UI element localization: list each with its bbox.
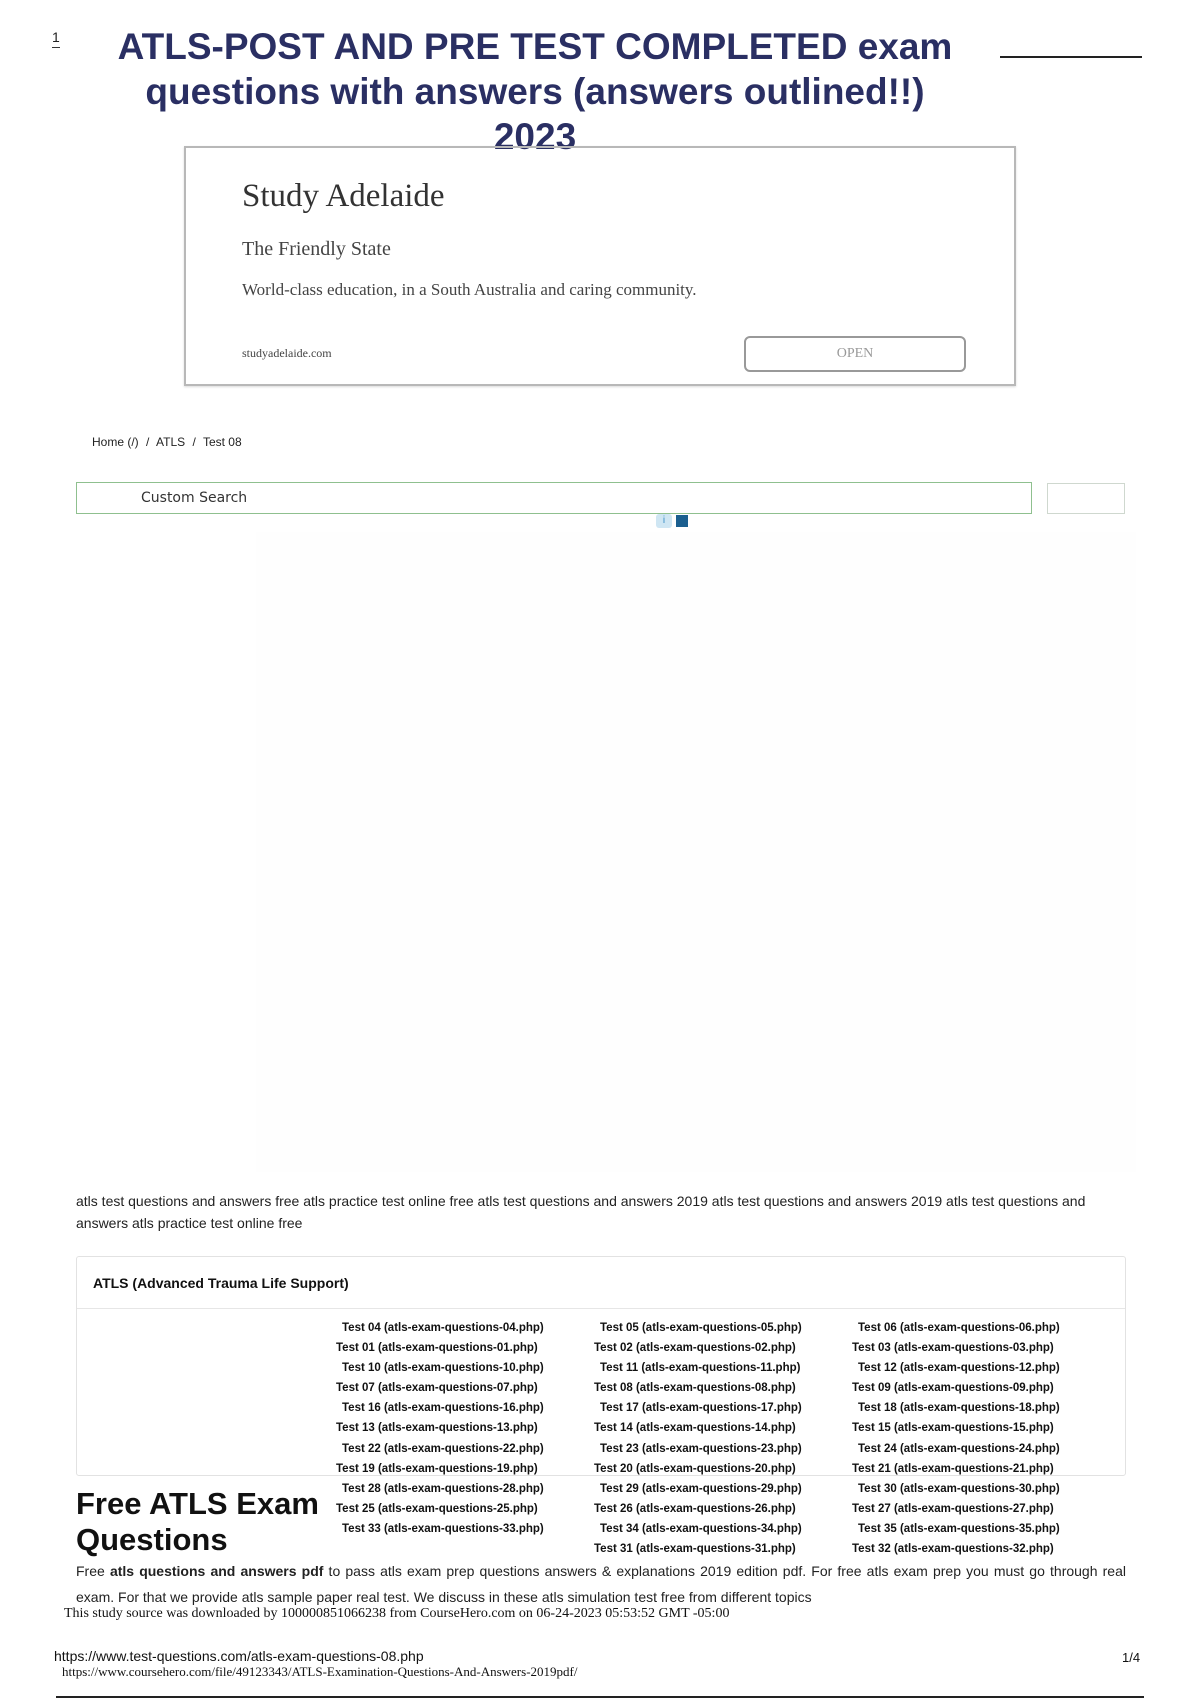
test-link[interactable]: Test 21 (atls-exam-questions-21.php) [852,1462,1054,1475]
page-marker: 1 [52,30,60,48]
test-link-empty [336,1539,594,1559]
test-link[interactable]: Test 29 (atls-exam-questions-29.php) [600,1482,802,1495]
test-link[interactable]: Test 20 (atls-exam-questions-20.php) [594,1462,796,1475]
ad-card[interactable] [184,146,1016,386]
test-link[interactable]: Test 25 (atls-exam-questions-25.php) [336,1502,538,1515]
test-link[interactable]: Test 05 (atls-exam-questions-05.php) [600,1322,802,1334]
test-link[interactable]: Test 01 (atls-exam-questions-01.php) [336,1342,538,1355]
test-link[interactable]: Test 06 (atls-exam-questions-06.php) [858,1322,1060,1334]
ad-domain[interactable]: studyadelaide.com [242,346,332,360]
test-link[interactable]: Test 07 (atls-exam-questions-07.php) [336,1382,538,1395]
bottom-rule [56,1696,1144,1698]
test-link[interactable]: Test 18 (atls-exam-questions-18.php) [858,1402,1060,1415]
test-link[interactable]: Test 10 (atls-exam-questions-10.php) [342,1362,544,1375]
intro-bold-keyword: atls questions and answers pdf [109,1563,324,1579]
ad-title: Study Adelaide [242,178,445,214]
page-url: https://www.test-questions.com/atls-exam-questions-08.php [54,1648,424,1664]
test-link[interactable]: Test 13 (atls-exam-questions-13.php) [336,1422,538,1435]
atls-panel-heading: ATLS (Advanced Trauma Life Support) [77,1257,1125,1309]
test-link[interactable]: Test 17 (atls-exam-questions-17.php) [600,1402,802,1415]
free-atls-heading: Free ATLS Exam Questions [76,1486,319,1557]
close-ad-icon[interactable] [676,515,688,527]
search-button[interactable] [1047,483,1125,514]
keywords-text: atls test questions and answers free atls practice test online free atls test questions and answers 2019 atls test questions and answers 2019 atls test questions and answers atls practice test online free [76,1193,1086,1231]
test-link[interactable]: Test 35 (atls-exam-questions-35.php) [858,1522,1060,1535]
test-link[interactable]: Test 11 (atls-exam-questions-11.php) [600,1362,801,1375]
custom-search-input[interactable] [76,482,1032,514]
ad-choices-icon[interactable] [656,514,692,528]
test-link[interactable]: Test 23 (atls-exam-questions-23.php) [600,1442,802,1455]
ad-subtitle: The Friendly State [242,238,391,260]
breadcrumb-separator: / [146,435,150,449]
test-link[interactable]: Test 12 (atls-exam-questions-12.php) [858,1362,1060,1375]
test-link[interactable]: Test 02 (atls-exam-questions-02.php) [594,1342,796,1355]
info-icon[interactable]: i [656,514,672,528]
test-link[interactable]: Test 22 (atls-exam-questions-22.php) [342,1442,544,1455]
test-link[interactable]: Test 28 (atls-exam-questions-28.php) [342,1482,544,1495]
test-link[interactable]: Test 15 (atls-exam-questions-15.php) [852,1422,1054,1435]
source-note: This study source was downloaded by 100000851066238 from CourseHero.com on 06-24-2023 05:53:52 GMT -05:00 [64,1606,730,1621]
document-title: ATLS-POST AND PRE TEST COMPLETED exam questions with answers (answers outlined!!) 2023 [117,26,953,157]
ad-open-button[interactable]: OPEN [744,336,966,372]
breadcrumb-current: Test 08 [202,435,242,449]
ad-description: World-class education, in a South Australia and caring community. [242,280,697,299]
test-link[interactable]: Test 03 (atls-exam-questions-03.php) [852,1342,1054,1355]
test-link[interactable]: Test 31 (atls-exam-questions-31.php) [594,1543,796,1556]
breadcrumb-atls-link[interactable]: ATLS [156,435,186,449]
test-link[interactable]: Test 32 (atls-exam-questions-32.php) [852,1543,1054,1556]
blank-ad-area [256,532,1136,1172]
test-link[interactable]: Test 08 (atls-exam-questions-08.php) [594,1382,796,1395]
test-links-grid [336,1318,1136,1559]
test-link[interactable]: Test 34 (atls-exam-questions-34.php) [600,1522,802,1535]
coursehero-url: https://www.coursehero.com/file/49123343/ATLS-Examination-Questions-And-Answers-2019pdf/ [62,1664,578,1679]
page-count: 1/4 [1122,1650,1141,1665]
breadcrumb-separator: / [192,435,196,449]
breadcrumb-home-link[interactable]: Home (/) [92,435,139,449]
test-link[interactable]: Test 14 (atls-exam-questions-14.php) [594,1422,796,1435]
title-rule [1000,56,1142,58]
intro-paragraph: Free atls questions and answers pdf to pass atls exam prep questions answers & explanations 2019 edition pdf. For free atls exam prep you must go through real exam. For that we provide atls sample paper real test. We discuss in these atls simulation test free from different topics [76,1563,1126,1605]
test-link[interactable]: Test 09 (atls-exam-questions-09.php) [852,1382,1054,1395]
test-link[interactable]: Test 33 (atls-exam-questions-33.php) [342,1522,544,1535]
test-link[interactable]: Test 19 (atls-exam-questions-19.php) [336,1462,538,1475]
test-link[interactable]: Test 30 (atls-exam-questions-30.php) [858,1482,1060,1495]
test-link[interactable]: Test 16 (atls-exam-questions-16.php) [342,1402,544,1415]
test-link[interactable]: Test 26 (atls-exam-questions-26.php) [594,1502,796,1515]
breadcrumb [92,435,246,449]
test-link[interactable]: Test 27 (atls-exam-questions-27.php) [852,1502,1054,1515]
test-link[interactable]: Test 24 (atls-exam-questions-24.php) [858,1442,1060,1455]
test-link[interactable]: Test 04 (atls-exam-questions-04.php) [342,1322,544,1334]
